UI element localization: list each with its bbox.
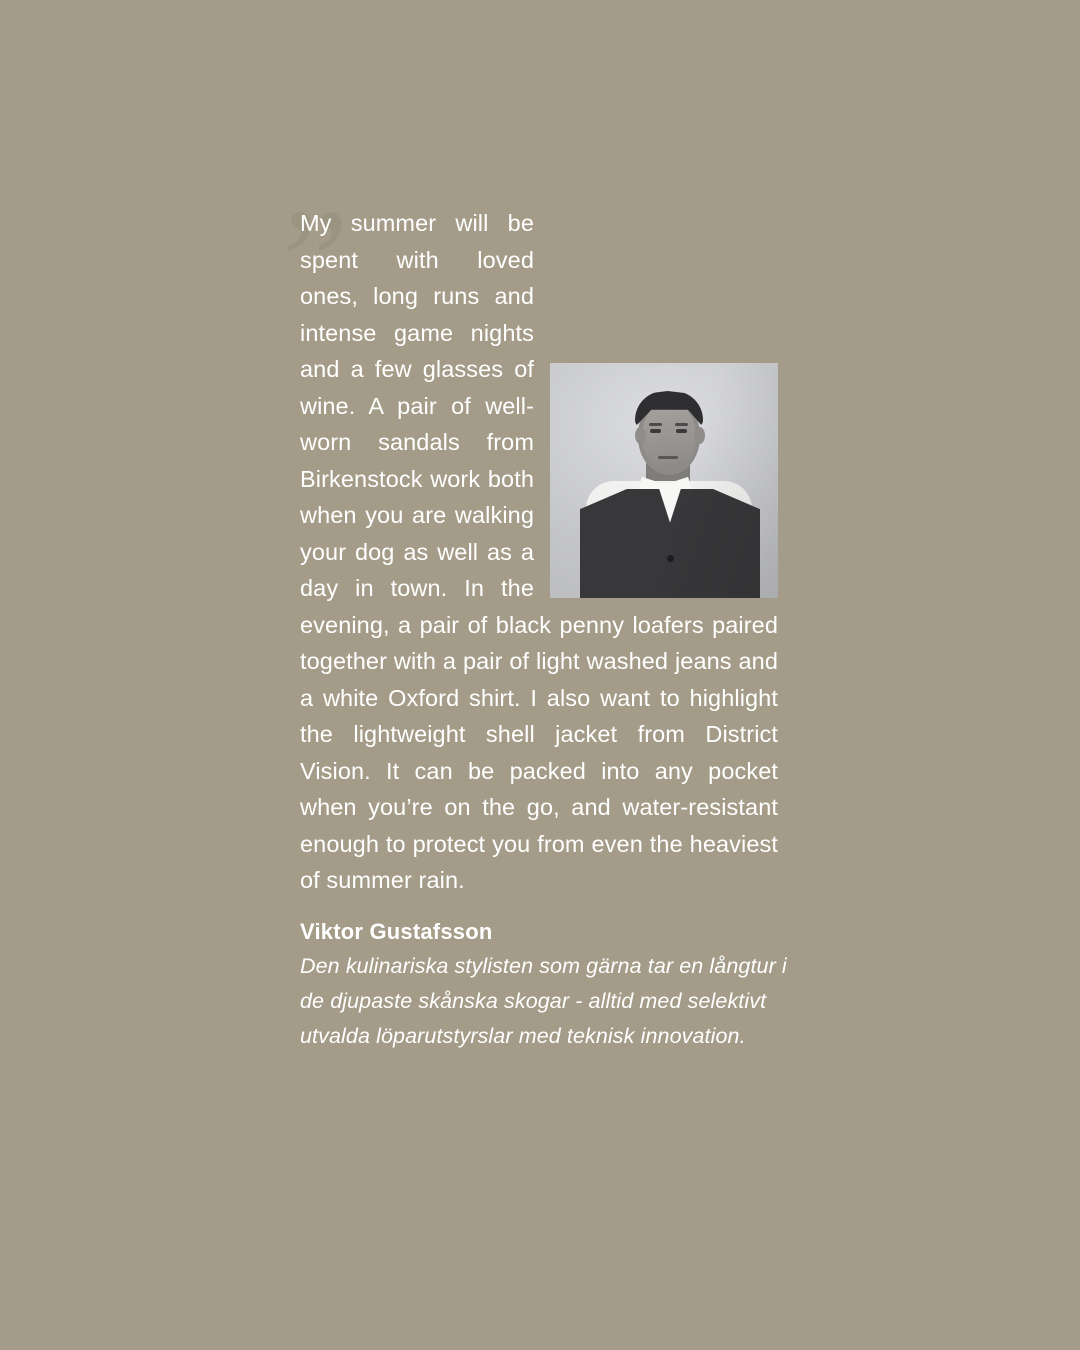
author-bio: Den kulinariska stylisten som gärna tar en långtur i de djupaste skånska skogar - alltid med selektivt utvalda löparutstyrslar med teknisk innovation. xyxy=(300,954,787,1048)
attribution xyxy=(300,915,800,1054)
author-name: Viktor Gustafsson xyxy=(300,919,493,944)
quote-text: My summer will be spent with loved ones, long runs and intense game nights and a few glasses of wine. A pair of well-worn sandals from Birkenstock work both when you are walking your dog as well as a day in town. In the evening, a pair of black penny loafers paired together with a pair of light washed jeans and a white Oxford shirt. I also want to highlight the lightweight shell jacket from District Vision. It can be packed into any pocket when you’re on the go, and water-resistant enough to protect you from even the heaviest of summer rain. xyxy=(300,210,778,893)
quotation-mark-icon: ” xyxy=(282,179,343,345)
quote-card xyxy=(282,179,778,899)
